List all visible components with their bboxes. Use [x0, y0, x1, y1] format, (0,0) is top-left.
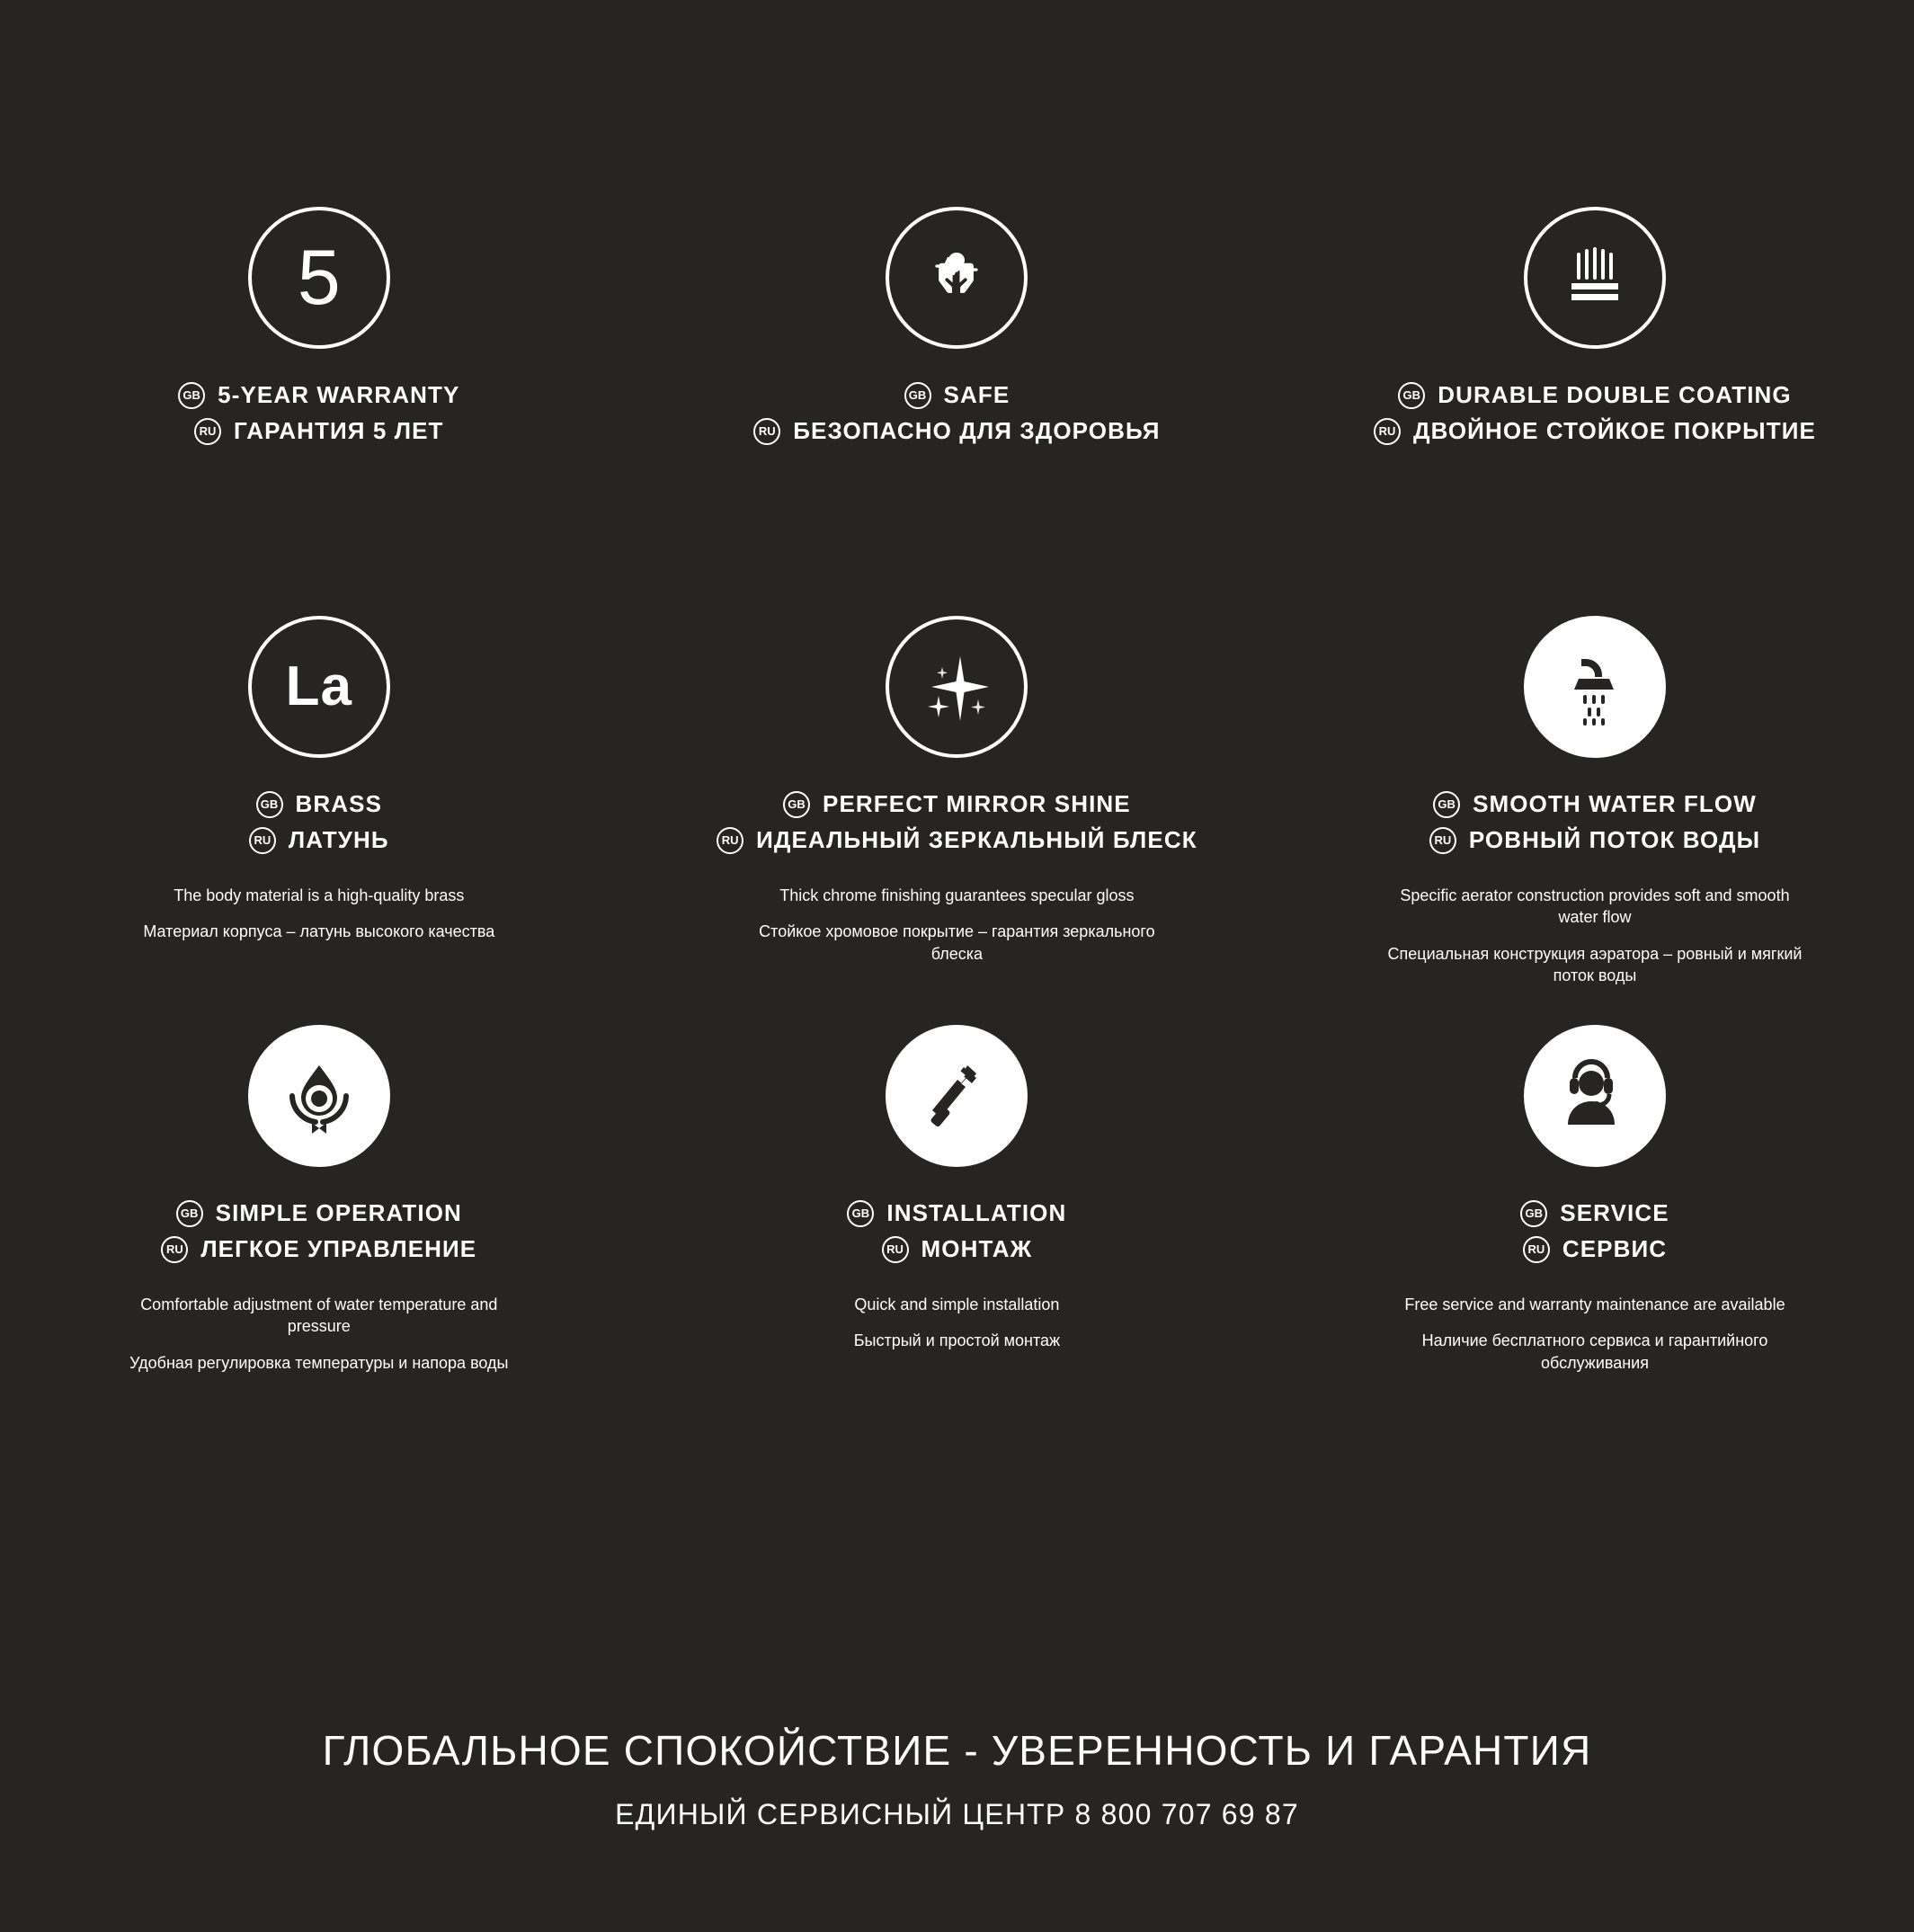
feature-title-en: SMOOTH WATER FLOW	[1473, 790, 1757, 817]
feature-desc-ru: Наличие бесплатного сервиса и гарантийного обслуживания	[1421, 1331, 1768, 1372]
feature-card-installation	[638, 1025, 1277, 1438]
feature-titles	[1374, 381, 1816, 445]
feature-title-ru-line	[161, 1235, 476, 1263]
feature-card-simple-operation	[0, 1025, 638, 1438]
brass-la-icon-label: La	[285, 655, 352, 717]
feature-title-en: PERFECT MIRROR SHINE	[823, 790, 1131, 817]
lang-badge-ru-icon: RU	[249, 827, 276, 854]
feature-desc-en: Specific aerator construction provides soft and smooth water flow	[1400, 886, 1790, 927]
feature-card-safe	[638, 207, 1277, 616]
feature-title-ru: ИДЕАЛЬНЫЙ ЗЕРКАЛЬНЫЙ БЛЕСК	[756, 826, 1197, 853]
feature-title-ru-line	[194, 417, 444, 445]
feature-title-ru: ДВОЙНОЕ СТОЙКОЕ ПОКРЫТИЕ	[1413, 417, 1816, 444]
feature-desc-en: The body material is a high-quality brass	[174, 886, 465, 904]
feature-title-ru: ГАРАНТИЯ 5 ЛЕТ	[234, 417, 444, 444]
sparkle-shine-icon	[886, 616, 1028, 758]
feature-card-perfect-mirror-shine	[638, 616, 1277, 1025]
feature-titles	[1429, 790, 1760, 854]
feature-title-en: BRASS	[295, 790, 383, 817]
feature-titles	[753, 381, 1160, 445]
feature-desc-en: Quick and simple installation	[854, 1295, 1060, 1313]
feature-title-en: SAFE	[943, 381, 1010, 408]
features-row	[0, 616, 1914, 1025]
shower-flow-icon	[1524, 616, 1666, 758]
feature-description	[143, 885, 494, 943]
feature-title-en: DURABLE DOUBLE COATING	[1438, 381, 1792, 408]
footer	[0, 1726, 1914, 1831]
feature-title-ru-line	[717, 826, 1197, 854]
feature-desc-ru: Специальная конструкция аэратора – ровный и мягкий поток воды	[1387, 944, 1803, 984]
feature-card-service	[1276, 1025, 1914, 1438]
lang-badge-ru-icon: RU	[161, 1236, 188, 1263]
lang-badge-gb-icon: GB	[847, 1200, 874, 1227]
feature-title-en-line	[783, 790, 1131, 818]
footer-headline: ГЛОБАЛЬНОЕ СПОКОЙСТВИЕ - УВЕРЕННОСТЬ И ГАРАНТИЯ	[322, 1727, 1592, 1774]
feature-titles	[178, 381, 459, 445]
feature-desc-en: Comfortable adjustment of water temperature and pressure	[140, 1295, 498, 1336]
feature-titles	[1520, 1199, 1669, 1263]
feature-title-en: 5-YEAR WARRANTY	[218, 381, 460, 408]
feature-description	[745, 885, 1168, 965]
feature-title-ru: ЛЕГКОЕ УПРАВЛЕНИЕ	[200, 1235, 477, 1262]
footer-subline: ЕДИНЫЙ СЕРВИСНЫЙ ЦЕНТР 8 800 707 69 87	[615, 1798, 1299, 1830]
feature-title-en-line	[847, 1199, 1066, 1227]
feature-title-ru: МОНТАЖ	[921, 1235, 1033, 1262]
feature-titles	[161, 1199, 476, 1263]
feature-desc-en: Free service and warranty maintenance are available	[1404, 1295, 1785, 1313]
lang-badge-ru-icon: RU	[882, 1236, 909, 1263]
features-grid	[0, 207, 1914, 1438]
lang-badge-gb-icon: GB	[1520, 1200, 1547, 1227]
feature-title-ru-line	[1374, 417, 1816, 445]
feature-card-durable-double-coating	[1276, 207, 1914, 616]
feature-title-en-line	[1398, 381, 1791, 409]
feature-titles	[249, 790, 389, 854]
feature-title-en-line	[1520, 1199, 1669, 1227]
feature-card-brass	[0, 616, 638, 1025]
feature-title-en-line	[904, 381, 1010, 409]
feature-description	[1384, 885, 1806, 986]
lang-badge-gb-icon: GB	[1433, 791, 1460, 818]
lang-badge-gb-icon: GB	[256, 791, 283, 818]
lang-badge-ru-icon: RU	[1429, 827, 1456, 854]
brass-la-icon	[248, 616, 390, 758]
feature-title-en-line	[256, 790, 383, 818]
lang-badge-ru-icon: RU	[1374, 418, 1401, 445]
feature-title-ru-line	[882, 1235, 1033, 1263]
lang-badge-ru-icon: RU	[717, 827, 743, 854]
feature-desc-ru: Стойкое хромовое покрытие – гарантия зеркального блеска	[759, 922, 1155, 963]
lang-badge-gb-icon: GB	[1398, 382, 1425, 409]
feature-title-en: SIMPLE OPERATION	[215, 1199, 462, 1226]
water-drop-cycle-icon	[248, 1025, 390, 1167]
feature-title-en: INSTALLATION	[886, 1199, 1067, 1226]
features-row	[0, 1025, 1914, 1438]
lang-badge-gb-icon: GB	[178, 382, 205, 409]
feature-title-ru-line	[1523, 1235, 1667, 1263]
lang-badge-gb-icon: GB	[783, 791, 810, 818]
five-years-icon	[248, 207, 390, 349]
feature-title-ru: БЕЗОПАСНО ДЛЯ ЗДОРОВЬЯ	[793, 417, 1161, 444]
lang-badge-ru-icon: RU	[194, 418, 221, 445]
feature-title-ru-line	[1429, 826, 1760, 854]
support-agent-icon	[1524, 1025, 1666, 1167]
feature-titles	[717, 790, 1197, 854]
feature-desc-ru: Материал корпуса – латунь высокого качества	[143, 922, 495, 941]
feature-title-ru: ЛАТУНЬ	[288, 826, 389, 853]
feature-title-ru: РОВНЫЙ ПОТОК ВОДЫ	[1468, 826, 1761, 853]
feature-title-ru: СЕРВИС	[1562, 1235, 1668, 1262]
feature-titles	[847, 1199, 1066, 1263]
lang-badge-gb-icon: GB	[904, 382, 931, 409]
lang-badge-ru-icon: RU	[753, 418, 780, 445]
five-years-icon-label: 5	[297, 235, 341, 321]
lang-badge-gb-icon: GB	[176, 1200, 203, 1227]
feature-card-5-year-warranty	[0, 207, 638, 616]
feature-desc-ru: Удобная регулировка температуры и напора воды	[129, 1353, 509, 1372]
feature-title-en-line	[1433, 790, 1757, 818]
feature-description	[854, 1294, 1060, 1352]
feature-title-ru-line	[753, 417, 1160, 445]
feature-description	[108, 1294, 530, 1374]
feature-desc-ru: Быстрый и простой монтаж	[853, 1331, 1061, 1350]
feature-card-smooth-water-flow	[1276, 616, 1914, 1025]
feature-title-en: SERVICE	[1560, 1199, 1669, 1226]
feature-description	[1384, 1294, 1806, 1374]
feature-title-ru-line	[249, 826, 389, 854]
lang-badge-ru-icon: RU	[1523, 1236, 1550, 1263]
pipe-wrench-icon	[886, 1025, 1028, 1167]
feature-title-en-line	[178, 381, 459, 409]
feature-title-en-line	[176, 1199, 462, 1227]
feature-desc-en: Thick chrome finishing guarantees specular gloss	[779, 886, 1135, 904]
features-row	[0, 207, 1914, 616]
heart-in-hands-icon	[886, 207, 1028, 349]
double-coating-icon	[1524, 207, 1666, 349]
